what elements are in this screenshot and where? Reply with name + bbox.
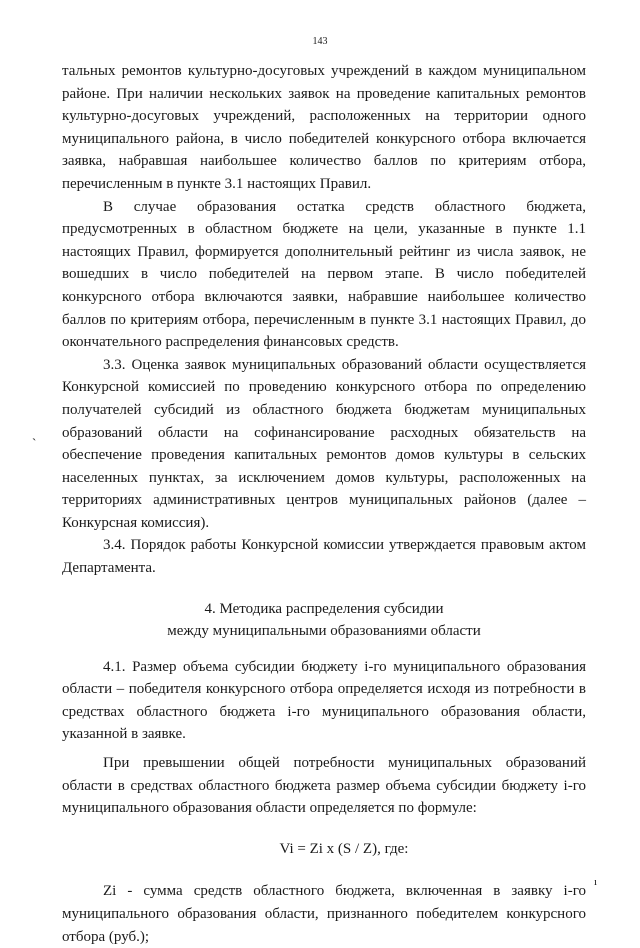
corner-mark: ı <box>594 876 598 888</box>
paragraph-continuation: тальных ремонтов культурно-досуговых учреждений в каждом муниципальном районе. При наличии нескольких заявок на проведение капитальных ремонтов культурно-досуговых учреждений, расположенных на территории одного муниципального района, в число победителей конкурсного отбора включается заявка, набравшая наибольшее количество баллов по критериям отбора, перечисленным в пункте 3.1 настоящих Правил. <box>62 63 586 192</box>
paragraph-3-3: 3.3. Оценка заявок муниципальных образований области осуществляется Конкурсной комиссией по проведению конкурсного отбора по определению получателей субсидий из областного бюджета бюджетам муниципальных образований области на софинансирование расходных обязательств на обеспечение проведения капитальных ремонтов домов культуры в сельских населенных пунктах, за исключением домов культуры, расположенных на территориях административных центров муниципальных районов (далее – Конкурсная комиссия). <box>62 356 586 531</box>
document-body <box>62 60 586 948</box>
section-heading-line-2: между муниципальными образованиями области <box>167 622 481 639</box>
page-number: 143 <box>312 36 328 47</box>
paragraph-budget-remainder: В случае образования остатка средств областного бюджета, предусмотренных в областном бюджете на цели, указанные в пункте 1.1 настоящих Правил, формируется дополнительный рейтинг из числа заявок, не вошедших в число победителей на первом этапе. В число победителей конкурсного отбора включаются заявки, набравшие наибольшее количество баллов по критериям отбора, перечисленным в пункте 3.1 настоящих Правил, до окончательного распределения финансовых средств. <box>62 198 586 351</box>
paragraph-formula-intro: При превышении общей потребности муниципальных образований области в средствах областного бюджета размер объема субсидии бюджету i-го муниципального образования области определяется по формуле: <box>62 755 586 817</box>
formula: Vi = Zi x (S / Z), где: <box>279 840 409 857</box>
paragraph-definition-zi: Zi - сумма средств областного бюджета, включенная в заявку i-го муниципального образования области, признанного победителем конкурсного отбора (руб.); <box>62 883 586 945</box>
paragraph-3-4: 3.4. Порядок работы Конкурсной комиссии утверждается правовым актом Департамента. <box>62 537 586 577</box>
section-heading-line-1: 4. Методика распределения субсидии <box>204 600 444 617</box>
margin-mark: ˏ <box>32 426 37 441</box>
paragraph-4-1: 4.1. Размер объема субсидии бюджету i-го муниципального образования области – победителя конкурсного отбора определяется исходя из потребности в средствах областного бюджета i-го муниципального образования области, указанной в заявке. <box>62 658 586 743</box>
section-heading <box>62 598 586 642</box>
